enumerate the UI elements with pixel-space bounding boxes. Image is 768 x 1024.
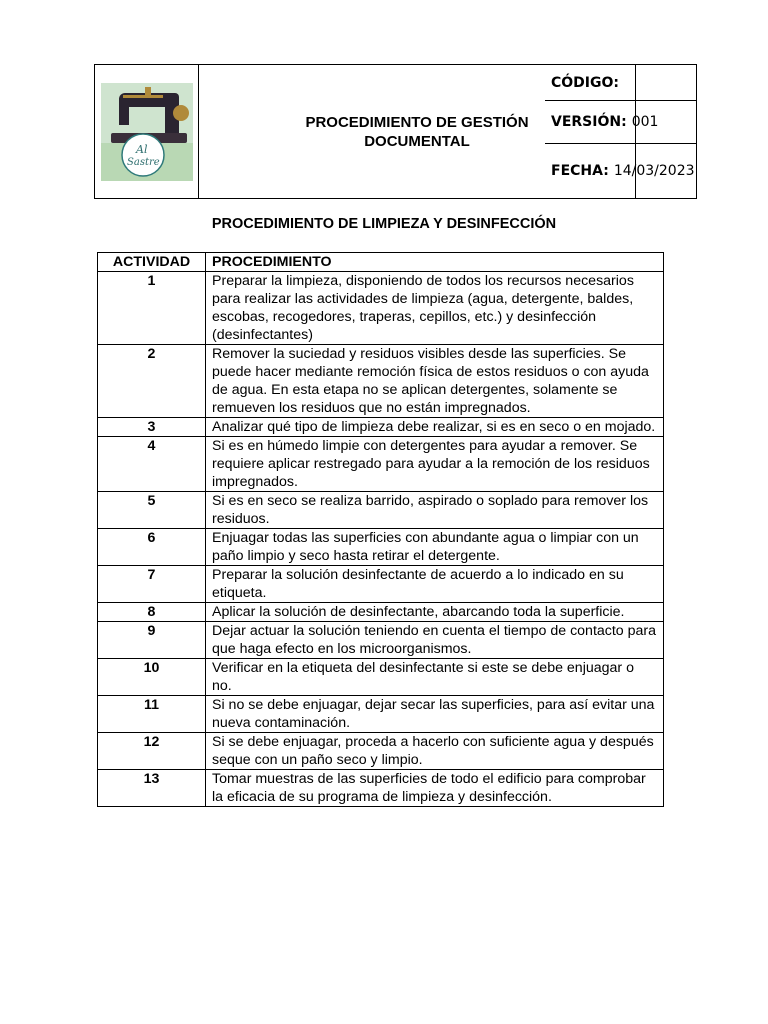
activity-number: 9 bbox=[98, 622, 206, 659]
table-row bbox=[98, 529, 664, 566]
version-value: 001 bbox=[631, 114, 659, 130]
table-row bbox=[98, 603, 664, 622]
activity-number: 1 bbox=[98, 272, 206, 345]
activity-number: 6 bbox=[98, 529, 206, 566]
table-row bbox=[98, 492, 664, 529]
document-title: PROCEDIMIENTO DE LIMPIEZA Y DESINFECCIÓN bbox=[211, 216, 557, 232]
table-row bbox=[98, 437, 664, 492]
codigo-cell bbox=[545, 65, 696, 101]
svg-text:Al: Al bbox=[136, 143, 148, 156]
procedure-text: Preparar la solución desinfectante de acuerdo a lo indicado en su etiqueta. bbox=[206, 566, 664, 603]
table-row bbox=[98, 272, 664, 345]
activity-number: 10 bbox=[98, 659, 206, 696]
activity-number: 4 bbox=[98, 437, 206, 492]
fecha-cell bbox=[545, 144, 696, 198]
table-row bbox=[98, 696, 664, 733]
procedure-text: Enjuagar todas las superficies con abundante agua o limpiar con un paño limpio y seco hasta retirar el detergente. bbox=[206, 529, 664, 566]
header-title: PROCEDIMIENTO DE GESTIÓN DOCUMENTAL bbox=[305, 113, 529, 150]
procedure-text: Analizar qué tipo de limpieza debe realizar, si es en seco o en mojado. bbox=[206, 418, 664, 437]
procedure-text: Dejar actuar la solución teniendo en cuenta el tiempo de contacto para que haga efecto en los microorganismos. bbox=[206, 622, 664, 659]
procedure-text: Si es en húmedo limpie con detergentes para ayudar a remover. Se requiere aplicar restregado para ayudar a la remoción de los residuos impregnados. bbox=[206, 437, 664, 492]
procedure-text: Si no se debe enjuagar, dejar secar las superficies, para así evitar una nueva contaminación. bbox=[206, 696, 664, 733]
procedure-text: Aplicar la solución de desinfectante, abarcando toda la superficie. bbox=[206, 603, 664, 622]
activity-number: 3 bbox=[98, 418, 206, 437]
fecha-value: 14/03/2023 bbox=[613, 163, 695, 179]
activity-number: 7 bbox=[98, 566, 206, 603]
procedure-text: Si es en seco se realiza barrido, aspirado o soplado para remover los residuos. bbox=[206, 492, 664, 529]
procedure-text: Remover la suciedad y residuos visibles desde las superficies. Se puede hacer mediante remoción física de estos residuos o con ayuda de agua. En esta etapa no se aplican detergentes, solamente se remueven los residuos que no están impregnados. bbox=[206, 345, 664, 418]
table-row bbox=[98, 659, 664, 696]
logo-cell bbox=[95, 65, 199, 198]
table-row bbox=[98, 770, 664, 807]
column-header-actividad: ACTIVIDAD bbox=[98, 253, 206, 272]
activity-number: 13 bbox=[98, 770, 206, 807]
table-row bbox=[98, 566, 664, 603]
codigo-label: CÓDIGO: bbox=[551, 74, 619, 91]
activity-number: 2 bbox=[98, 345, 206, 418]
table-row bbox=[98, 345, 664, 418]
activity-number: 12 bbox=[98, 733, 206, 770]
table-row bbox=[98, 622, 664, 659]
sewing-machine-logo-icon bbox=[101, 83, 193, 181]
table-row bbox=[98, 733, 664, 770]
procedure-table bbox=[97, 252, 664, 807]
procedure-text: Si se debe enjuagar, proceda a hacerlo con suficiente agua y después seque con un paño seco y limpio. bbox=[206, 733, 664, 770]
version-cell bbox=[545, 101, 696, 144]
svg-text:Sastre: Sastre bbox=[127, 157, 160, 168]
document-header bbox=[94, 64, 697, 199]
table-row bbox=[98, 418, 664, 437]
procedure-text: Verificar en la etiqueta del desinfectante si este se debe enjuagar o no. bbox=[206, 659, 664, 696]
activity-number: 11 bbox=[98, 696, 206, 733]
version-label: VERSIÓN: bbox=[551, 114, 627, 130]
activity-number: 8 bbox=[98, 603, 206, 622]
procedure-text: Preparar la limpieza, disponiendo de todos los recursos necesarios para realizar las actividades de limpieza (agua, detergente, baldes, escobas, recogedores, traperas, cepillos, etc.) y desinfección (desinfectantes) bbox=[206, 272, 664, 345]
column-header-procedimiento: PROCEDIMIENTO bbox=[206, 253, 664, 272]
procedure-text: Tomar muestras de las superficies de todo el edificio para comprobar la eficacia de su programa de limpieza y desinfección. bbox=[206, 770, 664, 807]
table-header-row bbox=[98, 253, 664, 272]
activity-number: 5 bbox=[98, 492, 206, 529]
fecha-label: FECHA: bbox=[551, 163, 609, 179]
